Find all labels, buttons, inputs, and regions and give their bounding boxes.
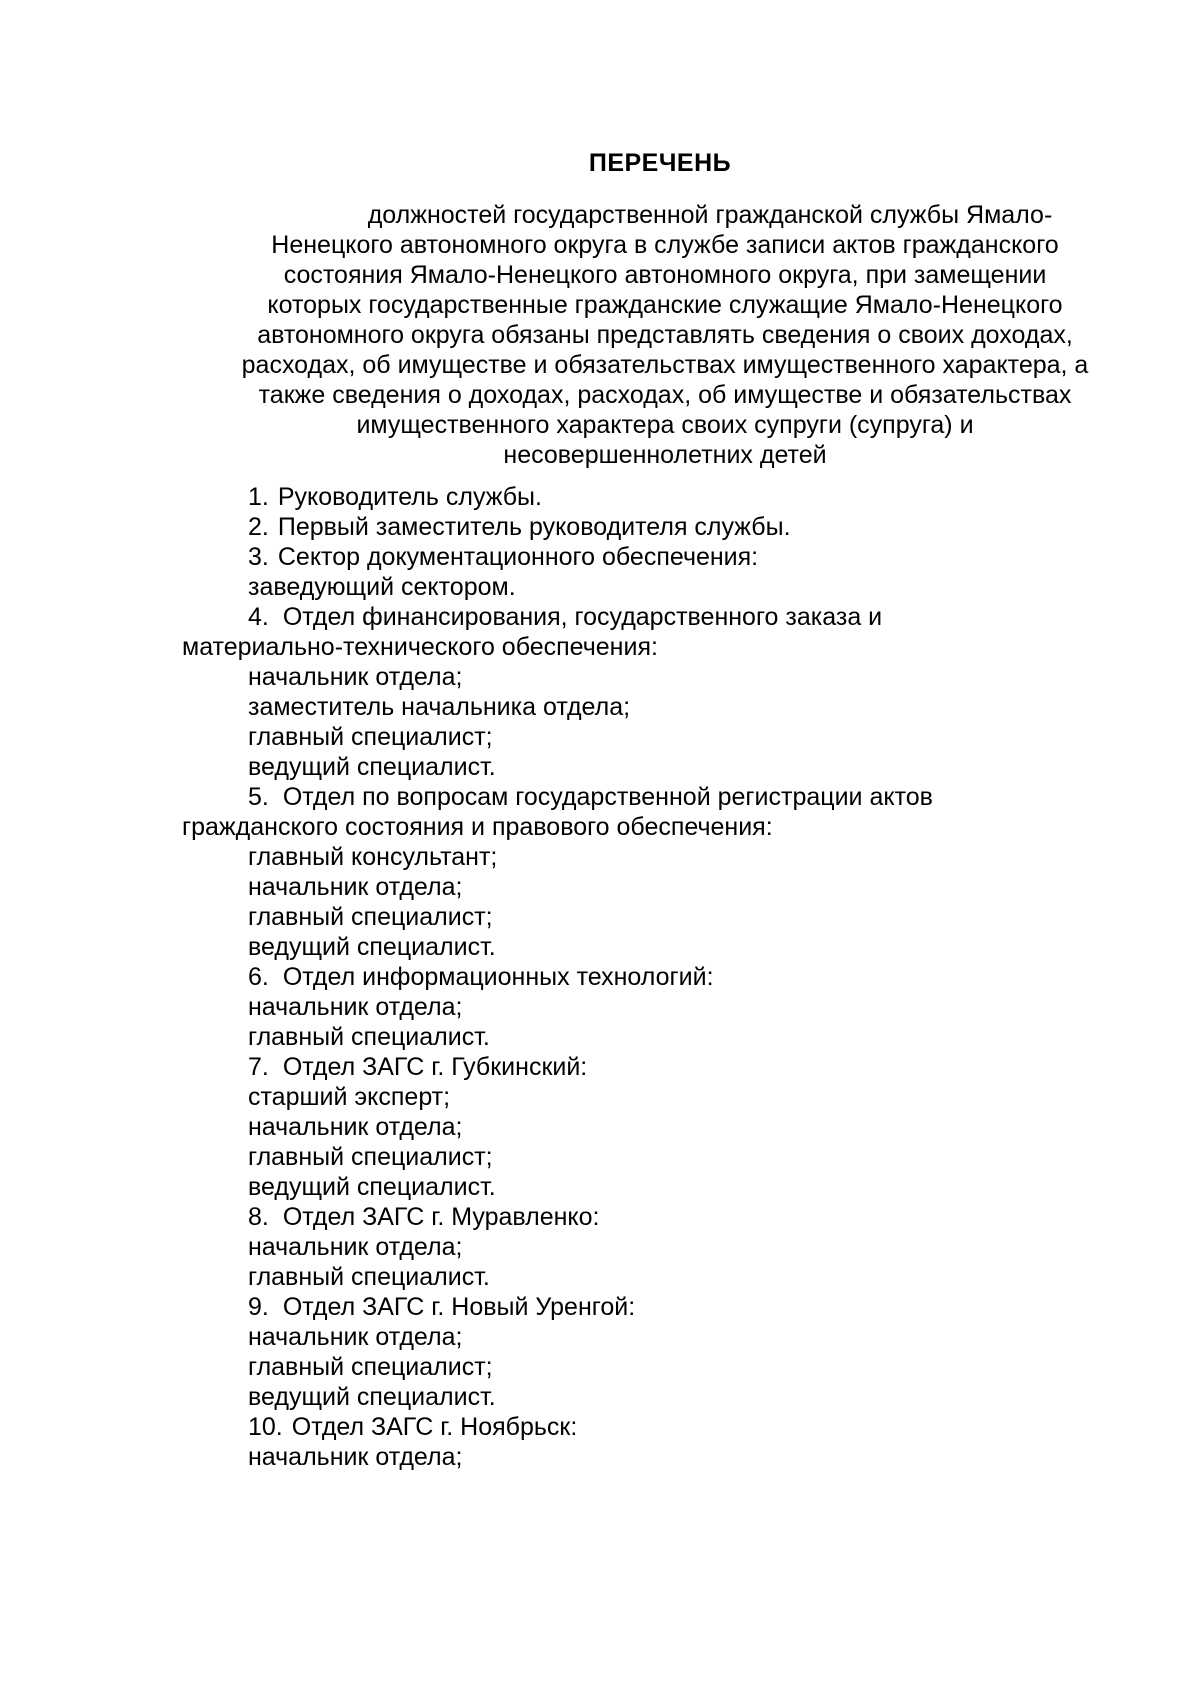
list-item-continuation: гражданского состояния и правового обеспечения: [182,813,773,841]
subtitle-line: имущественного характера своих супруги (супруга) и [356,411,974,439]
list-item-continuation: материально-технического обеспечения: [182,633,658,661]
position-line: главный специалист. [248,1023,490,1051]
list-item-number: 8. [248,1203,269,1231]
position-line: начальник отдела; [248,1233,463,1261]
position-line: старший эксперт; [248,1083,451,1111]
list-item-heading [182,962,1102,992]
list-item-heading [182,542,1102,572]
list-item-text: Отдел ЗАГС г. Ноябрьск: [291,1413,578,1441]
position-line: ведущий специалист. [248,933,496,961]
subtitle-line: также сведения о доходах, расходах, об имуществе и обязательствах [258,381,1072,409]
subtitle-line: расходах, об имуществе и обязательствах имущественного характера, а [241,351,1089,379]
list-item-text: Отдел финансирования, государственного заказа и [282,603,883,631]
list-item-text: Отдел ЗАГС г. Губкинский: [282,1053,588,1081]
position-line: заведующий сектором. [248,573,516,601]
list-item-text: Отдел ЗАГС г. Муравленко: [282,1203,600,1231]
list-item-text: Отдел ЗАГС г. Новый Уренгой: [282,1293,636,1321]
subtitle-line: несовершеннолетних детей [503,441,827,469]
position-line: начальник отдела; [248,993,463,1021]
positions-list [182,482,1102,1472]
list-item-text: Руководитель службы. [277,483,542,511]
position-line: главный специалист; [248,1353,493,1381]
list-item-number: 2. [248,513,269,541]
position-line: главный специалист. [248,1263,490,1291]
position-line: ведущий специалист. [248,1383,496,1411]
subtitle-line: состояния Ямало-Ненецкого автономного округа, при замещении [283,261,1047,289]
position-line: начальник отдела; [248,873,463,901]
document-title: ПЕРЕЧЕНЬ [588,149,732,177]
list-item-number: 5. [248,783,269,811]
list-item-heading [182,782,1102,812]
list-item-text: Отдел по вопросам государственной регистрации актов [282,783,933,811]
position-line: ведущий специалист. [248,1173,496,1201]
position-line: начальник отдела; [248,1113,463,1141]
position-line: ведущий специалист. [248,753,496,781]
subtitle-line: автономного округа обязаны представлять сведения о своих доходах, [257,321,1073,349]
position-line: заместитель начальника отдела; [248,693,631,721]
list-item-number: 10. [248,1413,283,1441]
position-line: главный специалист; [248,1143,493,1171]
list-item-text: Сектор документационного обеспечения: [277,543,759,571]
list-item-heading [182,512,1102,542]
list-item-number: 6. [248,963,269,991]
position-line: начальник отдела; [248,663,463,691]
list-item-heading [182,1202,1102,1232]
list-item-heading [182,1292,1102,1322]
subtitle-line: которых государственные гражданские служащие Ямало-Ненецкого [267,291,1063,319]
list-item-heading [182,482,1102,512]
document-subtitle [165,200,1165,470]
list-item-heading [182,1412,1102,1442]
list-item-text: Отдел информационных технологий: [282,963,714,991]
position-line: главный консультант; [248,843,498,871]
position-line: начальник отдела; [248,1323,463,1351]
subtitle-line: должностей государственной гражданской службы Ямало- [367,201,1053,229]
list-item-heading [182,602,1102,632]
subtitle-line: Ненецкого автономного округа в службе записи актов гражданского [271,231,1059,259]
list-item-number: 3. [248,543,269,571]
position-line: начальник отдела; [248,1443,463,1471]
list-item-heading [182,1052,1102,1082]
list-item-number: 4. [248,603,269,631]
list-item-number: 7. [248,1053,269,1081]
list-item-number: 1. [248,483,269,511]
list-item-text: Первый заместитель руководителя службы. [277,513,791,541]
list-item-number: 9. [248,1293,269,1321]
position-line: главный специалист; [248,723,493,751]
position-line: главный специалист; [248,903,493,931]
